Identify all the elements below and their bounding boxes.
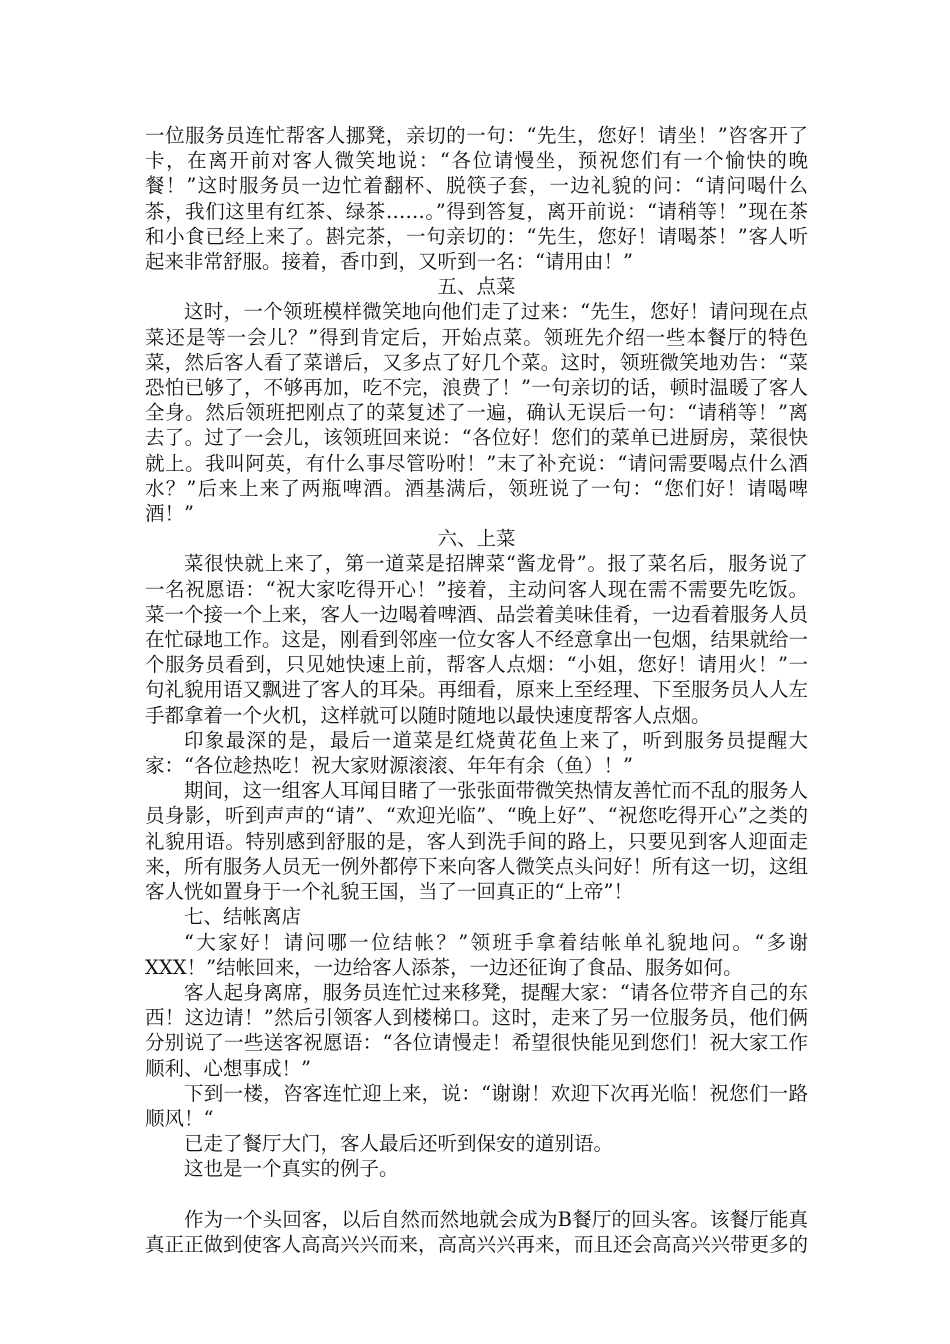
paragraph-conclusion: 作为一个头回客，以后自然而然地就会成为B餐厅的回头客。该餐厅能真真正正做到使客人高高兴兴而来，高高兴兴再来，而且还会高高兴兴带更多的 bbox=[145, 1207, 809, 1256]
paragraph-impression: 期间，这一组客人耳闻目睹了一张张面带微笑热情友善忙而不乱的服务人员身影，听到声声的“请”、“欢迎光临”、“晚上好”、“祝您吃得开心”之类的礼貌用语。特别感到舒服的是，客人到洗手间的路上，只要见到客人迎面走来，所有服务人员无一例外都停下来向客人微笑点头问好！所有这一切，这组客人恍如置身于一个礼貌王国，当了一回真正的“上帝”！ bbox=[145, 779, 809, 904]
paragraph-greeting: 一位服务员连忙帮客人挪凳，亲切的一句：“先生，您好！请坐！”咨客开了卡，在离开前对客人微笑地说：“各位请慢坐，预祝您们有一个愉快的晚餐！”这时服务员一边忙着翻杯、脱筷子套，一边礼貌的问：“请问喝什么茶，我们这里有红茶、绿茶……。”得到答复，离开前说：“请稍等！”现在茶和小食已经上来了。斟完茶，一句亲切的：“先生，您好！请喝茶！”客人听起来非常舒服。接着，香巾到，又听到一名：“请用由！” bbox=[145, 124, 808, 274]
section-heading-serving: 六、上菜 bbox=[437, 527, 516, 551]
section-heading-checkout: 七、结帐离店 bbox=[184, 905, 302, 929]
paragraph-leaving: 客人起身离席，服务员连忙过来移凳，提醒大家：“请各位带齐自己的东西！这边请！”然后引领客人到楼梯口。这时，走来了另一位服务员，他们俩分别说了一些送客祝愿语：“各位请慢走！希望很快能见到您们！祝大家工作顺利、心想事成！” bbox=[145, 980, 808, 1080]
paragraph-serving: 菜很快就上来了，第一道菜是招牌菜“酱龙骨”。报了菜名后，服务说了一名祝愿语：“祝大家吃得开心！”接着，主动问客人现在需不需要先吃饭。菜一个接一个上来，客人一边喝着啤酒、品尝着美味佳肴，一边看着服务人员在忙碌地工作。这是，刚看到邻座一位女客人不经意拿出一包烟，结果就给一个服务员看到，只见她快速上前，帮客人点烟：“小姐，您好！请用火！”一句礼貌用语又飘进了客人的耳朵。再细看，原来上至经理、下至服务员人人左手都拿着一个火机，这样就可以随时随地以最快速度帮客人点烟。 bbox=[145, 552, 809, 727]
paragraph-ordering: 这时，一个领班模样微笑地向他们走了过来：“先生，您好！请问现在点菜还是等一会儿？”得到肯定后，开始点菜。领班先介绍一些本餐厅的特色菜，然后客人看了菜谱后，又多点了好几个菜。这时，领班微笑地劝告：“菜恐怕已够了，不够再加，吃不完，浪费了！”一句亲切的话，顿时温暖了客人全身。然后领班把刚点了的菜复述了一遍，确认无误后一句：“请稍等！”离去了。过了一会儿，该领班回来说：“各位好！您们的菜单已进厨房，菜很快就上。我叫阿英，有什么事尽管吩咐！”末了补充说：“请问需要喝点什么酒水？”后来上来了两瓶啤酒。酒基满后，领班说了一句：“您们好！请喝啤酒！” bbox=[145, 300, 808, 526]
paragraph-downstairs: 下到一楼，咨客连忙迎上来，说：“谢谢！欢迎下次再光临！祝您们一路顺风！“ bbox=[145, 1081, 808, 1130]
paragraph-checkout: “大家好！请问哪一位结帐？”领班手拿着结帐单礼貌地问。“多谢XXX！”结帐回来，一边给客人添茶，一边还征询了食品、服务如何。 bbox=[145, 930, 808, 979]
blank-line bbox=[145, 1182, 808, 1207]
document-body bbox=[145, 123, 808, 1257]
paragraph-example: 这也是一个真实的例子。 bbox=[184, 1157, 399, 1181]
paragraph-last-dish: 印象最深的是，最后一道菜是红烧黄花鱼上来了，听到服务员提醒大家：“各位趁热吃！祝大家财源滚滚、年年有余（鱼）！” bbox=[145, 728, 808, 778]
paragraph-security: 已走了餐厅大门，客人最后还听到保安的道别语。 bbox=[184, 1132, 614, 1156]
section-heading-ordering: 五、点菜 bbox=[437, 275, 516, 299]
